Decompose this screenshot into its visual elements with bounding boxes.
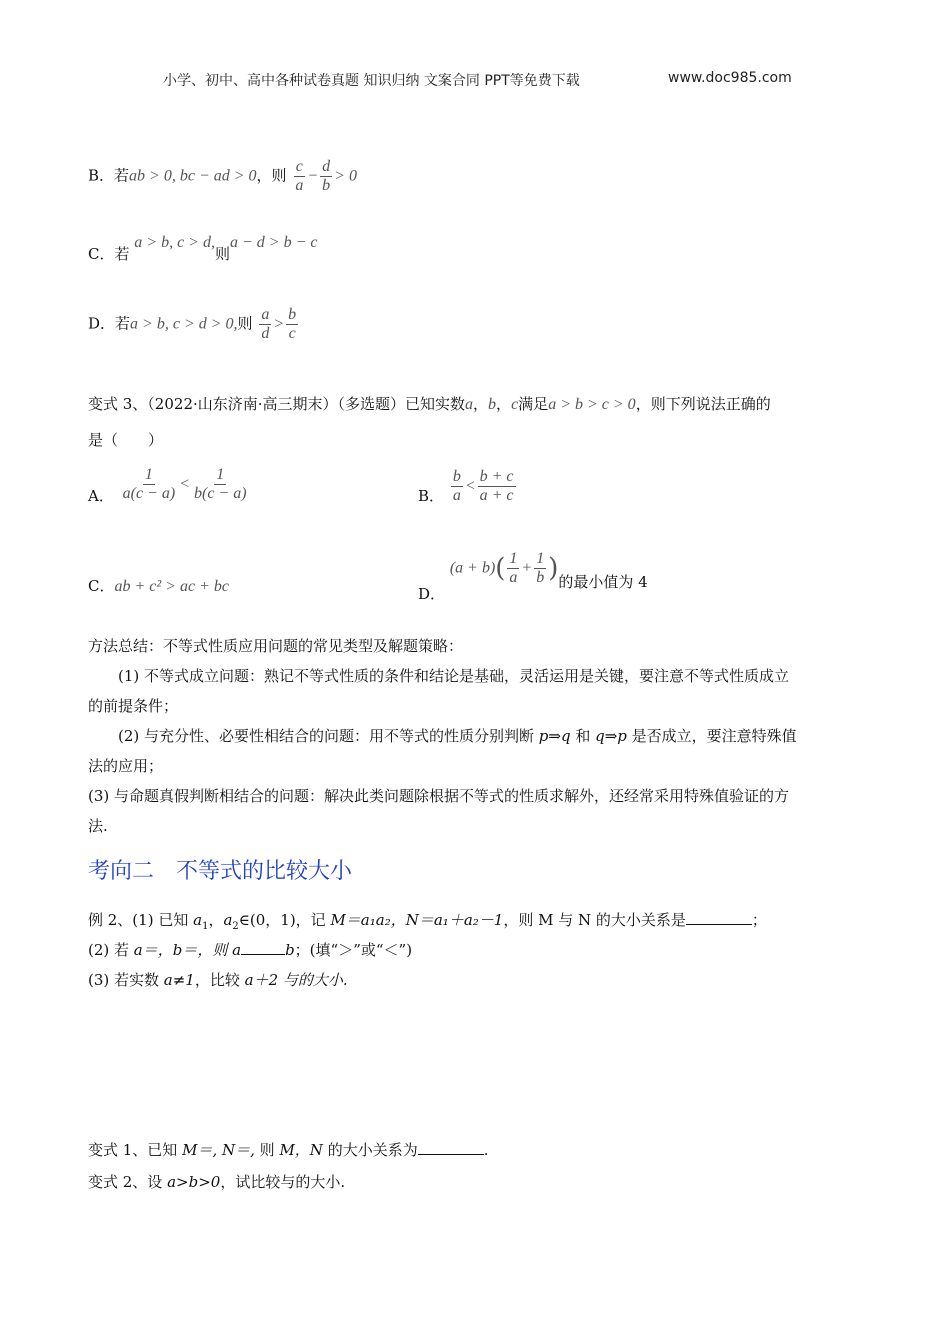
fraction: $\frac{c}{a}$ [295,158,304,194]
math-conclusion: a − d > b − c [230,234,318,251]
example-2-line2: (2) 若 a＝，b＝，则 a b；(填“＞”或“＜”) [88,941,413,959]
option-d: D．若a > b, c > d > 0,则 $\frac{a}{d}$ > $\frac{b}{c}$ [88,306,297,342]
method-title: 方法总结：不等式性质应用问题的常见类型及解题策略： [88,637,464,655]
bottom-variant-1: 变式 1、已知 M＝, N＝, 则 M，N 的大小关系为 . [88,1141,489,1159]
example-2-line3: (3) 若实数 a≠1，比较 a＋2 与的大小. [88,971,348,989]
math-condition: a > b, c > d, [134,234,215,251]
answer-blank[interactable] [241,940,285,955]
variant-3-line2: 是（ ） [88,431,164,449]
math-condition: a > b > c > 0 [548,396,636,413]
answer-blank[interactable] [686,910,752,925]
option-c: C．若 a > b, c > d,则a − d > b − c [88,234,318,263]
section-heading: 考向二 不等式的比较大小 [88,859,353,884]
fraction: $\frac{b}{c}$ [288,306,297,342]
option-label: A． [88,486,114,505]
option-b: B．若ab > 0, bc − ad > 0，则 $\frac{c}{a}$ − $\frac{d}{b}$ > 0 [88,158,357,194]
fraction: $\frac{a}{d}$ [261,306,270,342]
method-p1b: 的前提条件； [88,697,179,715]
math-condition: ab > 0, bc − ad > 0 [129,167,257,185]
variant-3-option-c: C．ab + c² > ac + bc [88,577,229,595]
variant-3-line1: 变式 3、（2022·山东济南·高三期末）（多选题）已知实数a，b，c满足a > b > c > 0，则下列说法正确的 [88,395,771,413]
variant-3-option-b: B． $\frac{b}{a}$ < $\frac{b + c}{a + c}$ [418,468,514,505]
option-label: D． [88,314,116,333]
method-p3a: (3) 与命题真假判断相结合的问题：解决此类问题除根据不等式的性质求解外，还经常采用特殊值验证的方 [88,787,790,805]
option-label: C． [88,245,115,263]
method-p3b: 法. [88,817,108,835]
math-condition: a > b, c > d > 0, [130,315,238,333]
bottom-variant-2: 变式 2、设 a>b>0，试比较与的大小. [88,1173,346,1191]
answer-blank[interactable] [418,1140,484,1155]
method-p2a: (2) 与充分性、必要性相结合的问题：用不等式的性质分别判断 p⇒q 和 q⇒p 是否成立，要注意特殊值 [118,727,797,745]
option-label: D． [418,584,446,603]
option-label: B． [418,486,445,505]
header-text: 小学、初中、高中各种试卷真题 知识归纳 文案合同 PPT等免费下载 [163,73,580,89]
fraction: $\frac{d}{b}$ [322,158,331,194]
method-p2b: 法的应用； [88,757,164,775]
option-label: B． [88,166,115,185]
header-url[interactable]: www.doc985.com [668,70,792,86]
example-2-line1: 例 2、(1) 已知 $a_1$，$a_2\in(0$，1)，记 M＝a₁a₂，N＝a₁＋a₂－1，则 M 与 N 的大小关系是 ； [88,911,767,932]
method-p1a: (1) 不等式成立问题：熟记不等式性质的条件和结论是基础，灵活运用是关键，要注意不等式性质成立 [118,667,790,685]
variant-3-option-d: D． (a + b)( $\frac{1}{a}$ + $\frac{1}{b}$ )的最小值为 4 [418,550,648,603]
option-label: C． [88,577,115,595]
variant-3-option-a: A． $\frac{1}{a(c - a)}$ < $\frac{1}{b(c - a)}$ [88,466,247,505]
